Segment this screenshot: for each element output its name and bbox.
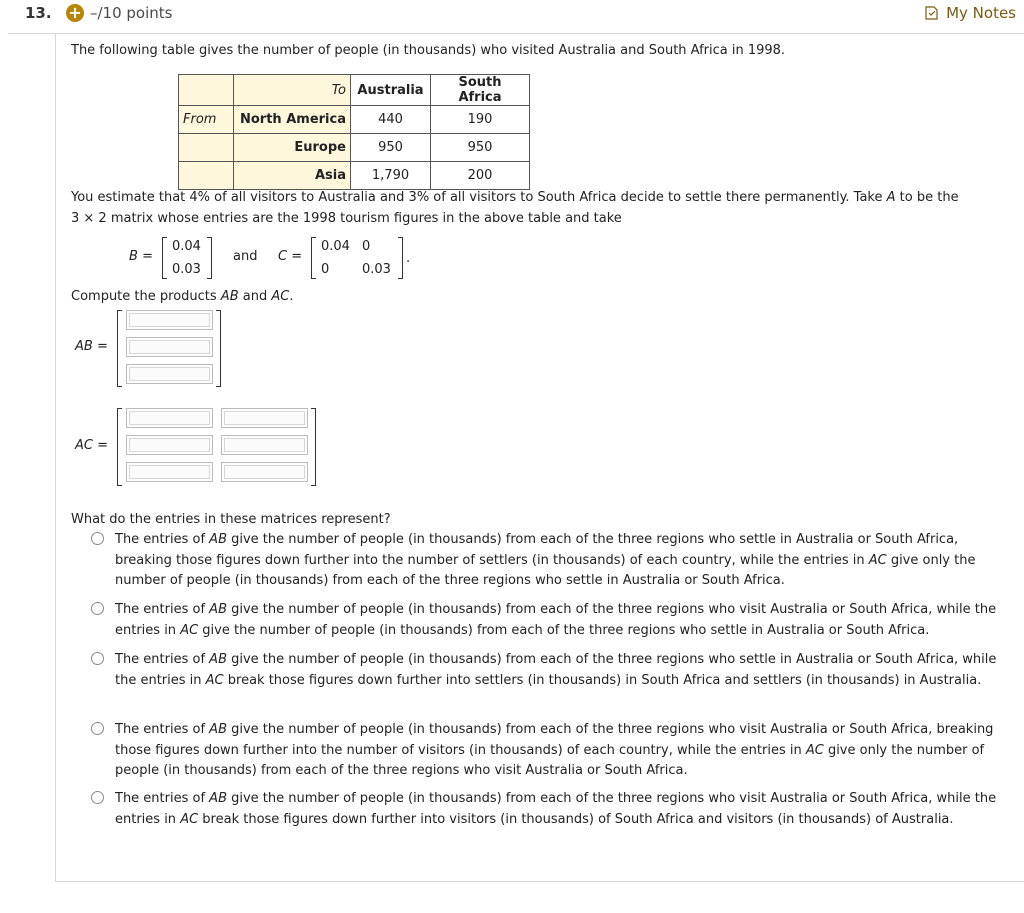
table-header-row bbox=[179, 75, 530, 106]
ac-input-r3c2[interactable] bbox=[221, 462, 308, 482]
header-divider bbox=[8, 33, 1024, 34]
question-bottom-border bbox=[55, 881, 1024, 882]
question-2-text: What do the entries in these matrices represent? bbox=[71, 512, 391, 527]
my-notes-label: My Notes bbox=[946, 4, 1016, 22]
ac-label: AC = bbox=[75, 438, 109, 453]
ac-input-r1c1[interactable] bbox=[126, 408, 213, 428]
matrix-c-entry: 0 bbox=[321, 262, 330, 277]
table-row bbox=[179, 162, 530, 190]
choice-5-radio[interactable] bbox=[91, 791, 104, 804]
intro-text: The following table gives the number of people (in thousands) who visited Australia and South Africa in 1998. bbox=[71, 43, 786, 58]
matrix-b-right-bracket bbox=[207, 237, 212, 279]
table-cell: 440 bbox=[351, 106, 431, 134]
table-cell: 950 bbox=[431, 134, 530, 162]
matrix-c-right-bracket bbox=[398, 237, 403, 279]
choice-4-text: The entries of AB give the number of people (in thousands) from each of the three regions who visit Australia or South Africa, breaking those figures down further into the number of visitors (in thousands) of each country, while the entries in AC give only the number of people (in thousands) from each of the three regions who visit Australia or South Africa. bbox=[115, 722, 994, 778]
ab-left-bracket bbox=[117, 310, 122, 387]
points-label: –/10 points bbox=[90, 4, 173, 22]
notes-icon bbox=[925, 6, 938, 20]
ac-input-r3c1[interactable] bbox=[126, 462, 213, 482]
choice-2-radio[interactable] bbox=[91, 602, 104, 615]
problem-text-line1: You estimate that 4% of all visitors to Australia and 3% of all visitors to South Africa decide to settle there permanently. Take A to be the bbox=[71, 190, 959, 205]
table-corner bbox=[179, 75, 234, 106]
column-header-australia: Australia bbox=[351, 75, 431, 106]
ac-input-r2c1[interactable] bbox=[126, 435, 213, 455]
column-header-south-africa: South Africa bbox=[431, 75, 530, 106]
tourism-table bbox=[178, 74, 530, 190]
matrix-c-entry: 0.04 bbox=[321, 239, 350, 254]
to-label: To bbox=[331, 82, 346, 98]
choice-4-radio[interactable] bbox=[91, 722, 104, 735]
row-header: Asia bbox=[234, 162, 351, 190]
table-cell: 1,790 bbox=[351, 162, 431, 190]
table-cell: 200 bbox=[431, 162, 530, 190]
ac-input-r1c2[interactable] bbox=[221, 408, 308, 428]
choice-1-radio[interactable] bbox=[91, 532, 104, 545]
ab-input-1[interactable] bbox=[126, 310, 213, 330]
matrix-c-entry: 0.03 bbox=[362, 262, 391, 277]
my-notes-button[interactable] bbox=[925, 4, 1016, 22]
ab-input-3[interactable] bbox=[126, 364, 213, 384]
matrix-b-entry: 0.03 bbox=[172, 262, 201, 277]
row-header: Europe bbox=[234, 134, 351, 162]
and-text: and bbox=[233, 249, 258, 264]
table-cell: 950 bbox=[351, 134, 431, 162]
choice-3-radio[interactable] bbox=[91, 652, 104, 665]
problem-text-line2: 3 × 2 matrix whose entries are the 1998 tourism figures in the above table and take bbox=[71, 211, 622, 226]
choice-1-text: The entries of AB give the number of people (in thousands) from each of the three regions who settle in Australia or South Africa, breaking those figures down further into the number of settlers (in thousands) of each country, while the entries in AC give only the number of people (in thousands) from each of the three regions who settle in Australia or South Africa. bbox=[115, 532, 976, 588]
ac-right-bracket bbox=[311, 408, 316, 486]
matrix-c-label: C = bbox=[278, 249, 303, 264]
plus-circle-icon[interactable]: + bbox=[66, 4, 84, 22]
ab-label: AB = bbox=[75, 339, 108, 354]
table-cell: 190 bbox=[431, 106, 530, 134]
from-label: From bbox=[179, 106, 234, 134]
question-number: 13. bbox=[25, 4, 52, 22]
ac-input-r2c2[interactable] bbox=[221, 435, 308, 455]
period: . bbox=[406, 251, 411, 266]
to-cell bbox=[234, 75, 351, 106]
table-row bbox=[179, 134, 530, 162]
matrix-c-left-bracket bbox=[311, 237, 316, 279]
row-header: North America bbox=[234, 106, 351, 134]
table-row bbox=[179, 106, 530, 134]
question-left-border bbox=[55, 34, 56, 882]
matrix-c-entry: 0 bbox=[362, 239, 371, 254]
ab-right-bracket bbox=[216, 310, 221, 387]
choice-3-text: The entries of AB give the number of people (in thousands) from each of the three regions who settle in Australia or South Africa, while the entries in AC break those figures down further into settlers (in thousands) in South Africa and settlers (in thousands) in Australia. bbox=[115, 652, 997, 688]
matrix-b-left-bracket bbox=[162, 237, 167, 279]
ab-input-2[interactable] bbox=[126, 337, 213, 357]
compute-instruction: Compute the products AB and AC. bbox=[71, 289, 294, 304]
ac-left-bracket bbox=[117, 408, 122, 486]
matrix-b-label: B = bbox=[129, 249, 153, 264]
choice-2-text: The entries of AB give the number of people (in thousands) from each of the three regions who visit Australia or South Africa, while the entries in AC give the number of people (in thousands) from each of the three regions who settle in Australia or South Africa. bbox=[115, 602, 997, 638]
choice-5-text: The entries of AB give the number of people (in thousands) from each of the three regions who visit Australia or South Africa, while the entries in AC break those figures down further into visitors (in thousands) of South Africa and visitors (in thousands) of Australia. bbox=[115, 791, 997, 827]
matrix-b-entry: 0.04 bbox=[172, 239, 201, 254]
